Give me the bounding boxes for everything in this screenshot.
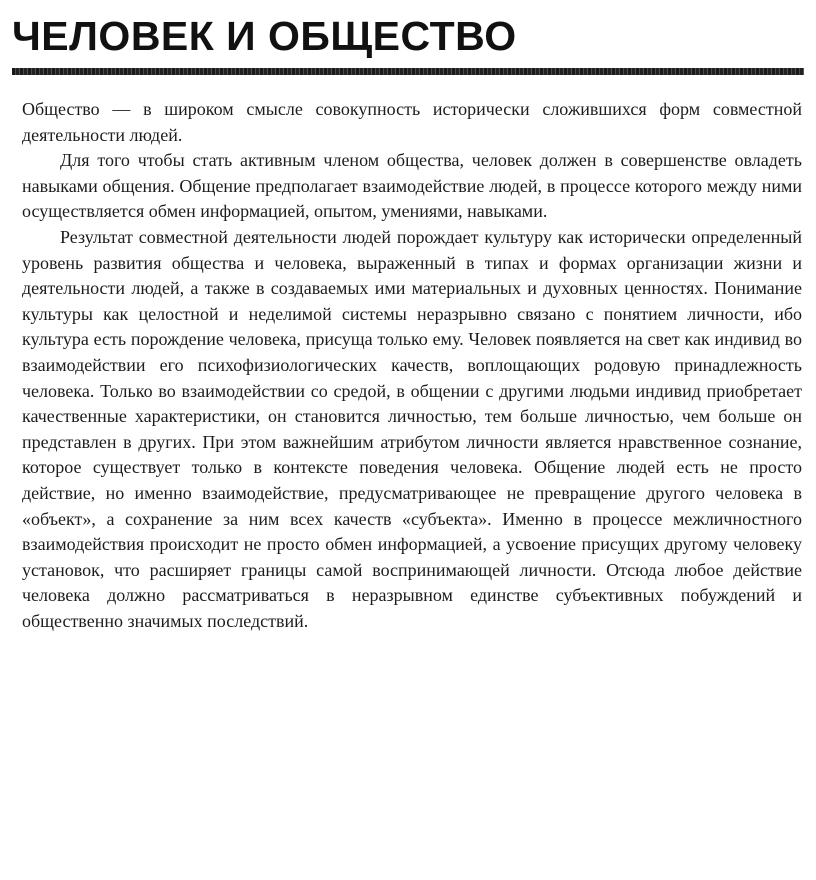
paragraph-definition: Общество — в широком смысле совокупность исторически сложившихся форм совместной деятельности людей. — [22, 99, 802, 145]
document-body — [22, 97, 802, 634]
paragraph-culture: Результат совместной деятельности людей порождает культуру как исторически определенный уровень развития общества и человека, выраженный в типах и формах организации жизни и деятельности людей, а также в создаваемых ими материальных и духовных ценностях. Понимание культуры как целостной и неделимой системы неразрывно связано с понятием личности, ибо культура есть порождение человека, присуща только ему. Человек появляется на свет как индивид во взаимодействии его психофизиологических качеств, воплощающих родовую принадлежность человека. Только во взаимодействии со средой, в общении с другими людьми индивид приобретает качественные характеристики, он становится личностью, тем больше личностью, чем больше он представлен в других. При этом важнейшим атрибутом личности является нравственное сознание, которое существует только в контексте поведения человека. Общение людей есть не просто действие, но именно взаимодействие, предусматривающее не превращение другого человека в «объект», а сохранение за ним всех качеств «субъекта». Именно в процессе межличностного взаимодействия происходит не просто обмен информацией, а усвоение присущих другому человеку установок, что расширяет границы самой воспринимающей личности. Отсюда любое действие человека должно рассматриваться в неразрывном единстве субъективных побуждений и общественно значимых последствий. — [22, 226, 802, 631]
title-underline-rule — [12, 68, 804, 75]
page-title: ЧЕЛОВЕК И ОБЩЕСТВО — [12, 13, 517, 59]
paragraph-communication: Для того чтобы стать активным членом общества, человек должен в совершенстве овладеть навыками общения. Общение предполагает взаимодействие людей, в процессе которого между ними осуществляется обмен информацией, опытом, умениями, навыками. — [22, 150, 802, 222]
